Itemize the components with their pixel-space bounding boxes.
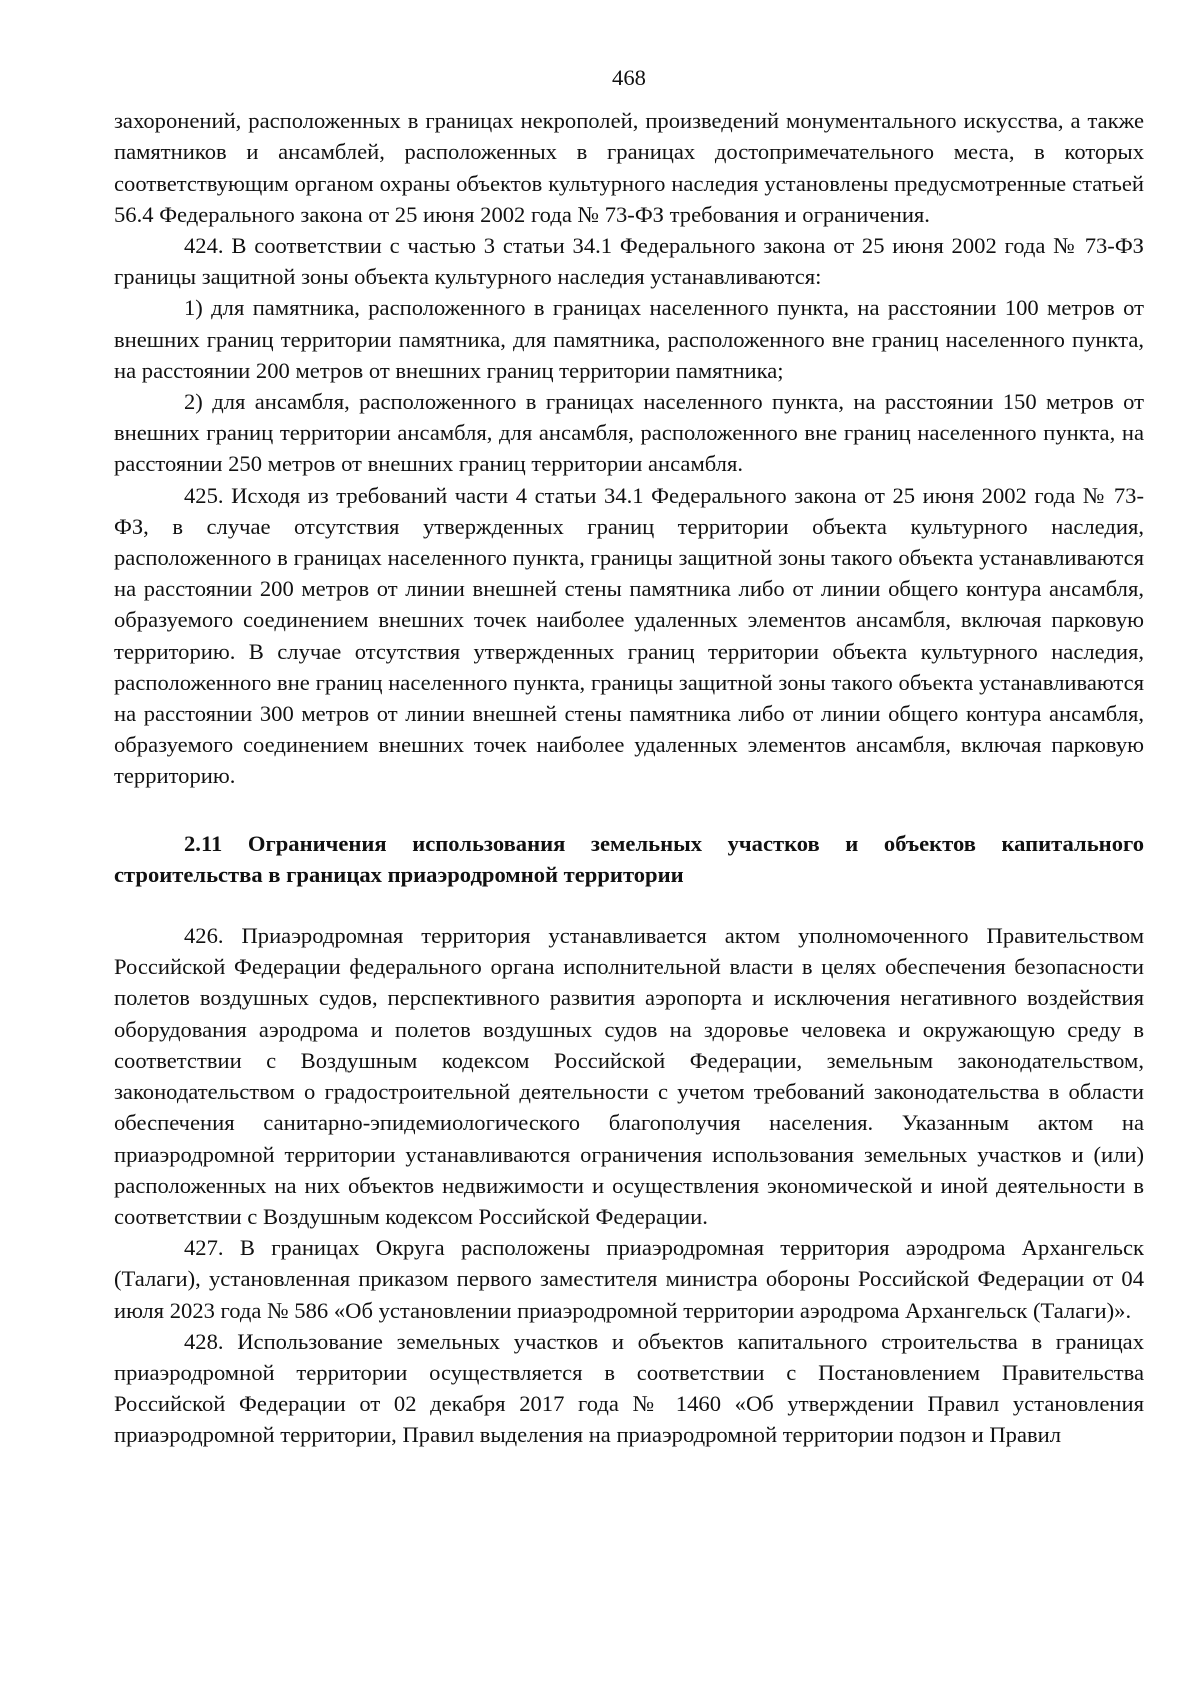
page-number: 468 <box>612 65 646 90</box>
document-page <box>114 62 1144 1451</box>
section-heading: 2.11 Ограничения использования земельных участков и объектов капитального строительства в границах приаэродромной территории <box>114 830 1144 887</box>
list-item-1: 1) для памятника, расположенного в границах населенного пункта, на расстоянии 100 метров от внешних границ территории памятника, для памятника, расположенного вне границ населенного пункта, на расстоянии 200 метров от внешних границ территории памятника; <box>114 295 1144 383</box>
paragraph-425: 425. Исходя из требований части 4 статьи 34.1 Федерального закона от 25 июня 2002 года № 73-ФЗ, в случае отсутствия утвержденных границ территории объекта культурного наследия, расположенного в границах населенного пункта, границы защитной зоны такого объекта устанавливаются на расстоянии 200 метров от линии внешней стены памятника либо от линии общего контура ансамбля, образуемого соединением внешних точек наиболее удаленных элементов ансамбля, включая парковую территорию. В случае отсутствия утвержденных границ территории объекта культурного наследия, расположенного вне границ населенного пункта, границы защитной зоны такого объекта устанавливаются на расстоянии 300 метров от линии внешней стены памятника либо от линии общего контура ансамбля, образуемого соединением внешних точек наиболее удаленных элементов ансамбля, включая парковую территорию. <box>114 482 1144 789</box>
paragraph-424: 424. В соответствии с частью 3 статьи 34.1 Федерального закона от 25 июня 2002 года № 73-ФЗ границы защитной зоны объекта культурного наследия устанавливаются: <box>114 233 1144 290</box>
paragraph-428: 428. Использование земельных участков и объектов капитального строительства в границах приаэродромной территории осуществляется в соответствии с Постановлением Правительства Российской Федерации от 02 декабря 2017 года № 1460 «Об утверждении Правил установления приаэродромной территории, Правил выделения на приаэродромной территории подзон и Правил <box>114 1328 1144 1448</box>
list-item-2: 2) для ансамбля, расположенного в границах населенного пункта, на расстоянии 150 метров от внешних границ территории ансамбля, для ансамбля, расположенного вне границ населенного пункта, на расстоянии 250 метров от внешних границ территории ансамбля. <box>114 389 1144 477</box>
paragraph-continuation: захоронений, расположенных в границах некрополей, произведений монументального искусства, а также памятников и ансамблей, расположенных в границах достопримечательного места, в которых соответствующим органом охраны объектов культурного наследия установлены предусмотренные статьей 56.4 Федерального закона от 25 июня 2002 года № 73-ФЗ требования и ограничения. <box>114 108 1144 227</box>
paragraph-426: 426. Приаэродромная территория устанавливается актом уполномоченного Правительством Российской Федерации федерального органа исполнительной власти в целях обеспечения безопасности полетов воздушных судов, перспективного развития аэропорта и исключения негативного воздействия оборудования аэродрома и полетов воздушных судов на здоровье человека и окружающую среду в соответствии с Воздушным кодексом Российской Федерации, земельным законодательством, законодательством о градостроительной деятельности с учетом требований законодательства в области обеспечения санитарно-эпидемиологического благополучия населения. Указанным актом на приаэродромной территории устанавливаются ограничения использования земельных участков и (или) расположенных на них объектов недвижимости и осуществления экономической и иной деятельности в соответствии с Воздушным кодексом Российской Федерации. <box>114 923 1144 1229</box>
paragraph-427: 427. В границах Округа расположены приаэродромная территория аэродрома Архангельск (Талаги), установленная приказом первого заместителя министра обороны Российской Федерации от 04 июля 2023 года № 586 «Об установлении приаэродромной территории аэродрома Архангельск (Талаги)». <box>114 1235 1144 1323</box>
